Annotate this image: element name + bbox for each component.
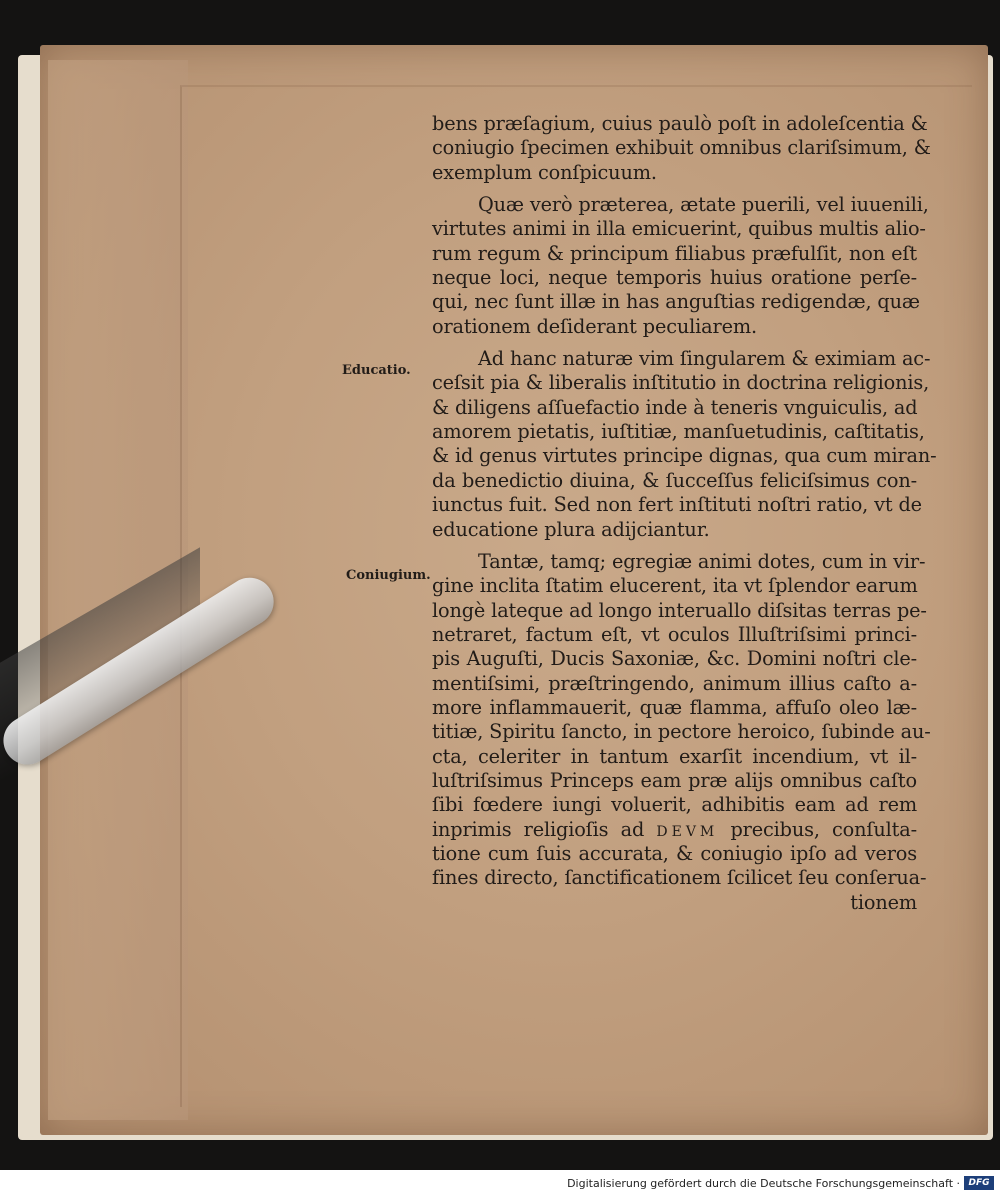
text-fragment: precibus, conſulta- (730, 817, 917, 841)
text-line: Quæ verò præterea, ætate puerili, vel iuuenili, (478, 193, 929, 217)
text-line: coniugio ſpecimen exhibuit omnibus clariſsimum, & (432, 136, 931, 160)
text-line: titiæ, Spiritu ſancto, in pectore heroico, ſubinde au- (432, 720, 931, 744)
text-line: tione cum ſuis accurata, & coniugio ipſo ad veros (432, 841, 917, 865)
text-line: qui, nec ſunt illæ in has anguſtias redigendæ, quæ (432, 290, 920, 314)
text-line: ſibi fœdere iungi voluerit, adhibitis eam ad rem (432, 793, 917, 817)
text-line: & id genus virtutes principe dignas, qua cum miran- (432, 444, 937, 468)
text-line: cta, celeriter in tantum exarſit incendium, vt il- (432, 744, 917, 768)
text-line: rum regum & principum filiabus præfulſit, non eſt (432, 241, 917, 265)
text-line: gine inclita ſtatim elucerent, ita vt ſplendor earum (432, 574, 918, 598)
text-line: longè lateque ad longo interuallo diſsitas terras pe- (432, 598, 927, 622)
text-line: Tantæ, tamq; egregiæ animi dotes, cum in vir- (478, 549, 926, 573)
text-line: ceſsit pia & liberalis inſtitutio in doctrina religionis, (432, 371, 930, 395)
catchword: tionem (850, 890, 917, 914)
text-line: bens præſagium, cuius paulò poſt in adoleſcentia & (432, 112, 928, 135)
text-line: pis Auguſti, Ducis Saxoniæ, &c. Domini noſtri cle- (432, 647, 917, 671)
text-line: orationem deſiderant peculiarem. (432, 314, 757, 338)
text-line: da benedictio diuina, & ſucceſſus feliciſsimus con- (432, 468, 917, 492)
text-line: netraret, factum eſt, vt oculos Illuſtriſsimi princi- (432, 622, 917, 646)
margin-note-coniugium: Coniugium. (346, 568, 431, 583)
text-line: exemplum conſpicuum. (432, 160, 657, 184)
text-line: more inflammauerit, quæ flamma, affuſo oleo læ- (432, 695, 917, 719)
text-line (432, 818, 917, 842)
text-line: luſtriſsimus Princeps eam præ alijs omnibus caſto (432, 768, 917, 792)
text-line: iunctus fuit. Sed non fert inſtituti noſtri ratio, vt de (432, 493, 922, 517)
text-line: educatione plura adijciantur. (432, 517, 710, 541)
deum-small-caps: DEVM (656, 823, 719, 840)
text-line: amorem pietatis, iuſtitiæ, manſuetudinis, caſtitatis, (432, 420, 925, 444)
text-line: mentiſsimi, præſtringendo, animum illius caſto a- (432, 671, 917, 695)
footer-bar (0, 1170, 1000, 1195)
text-line: neque loci, neque temporis huius oratione perſe- (432, 266, 917, 290)
text-line: virtutes animi in illa emicuerint, quibus multis alio- (432, 217, 926, 241)
text-line: & diligens aſſuefactio inde à teneris vnguiculis, ad (432, 395, 918, 419)
dfg-logo: DFG (964, 1176, 994, 1190)
body-text (432, 112, 937, 915)
margin-note-educatio: Educatio. (342, 363, 411, 378)
text-line: Ad hanc naturæ vim ſingularem & eximiam ac- (478, 347, 931, 371)
footer-credit: Digitalisierung gefördert durch die Deutsche Forschungsgemeinschaft · (567, 1177, 960, 1190)
text-line: fines directo, ſanctificationem ſcilicet ſeu conſerua- (432, 866, 927, 890)
text-fragment: inprimis religioſis ad (432, 817, 645, 841)
